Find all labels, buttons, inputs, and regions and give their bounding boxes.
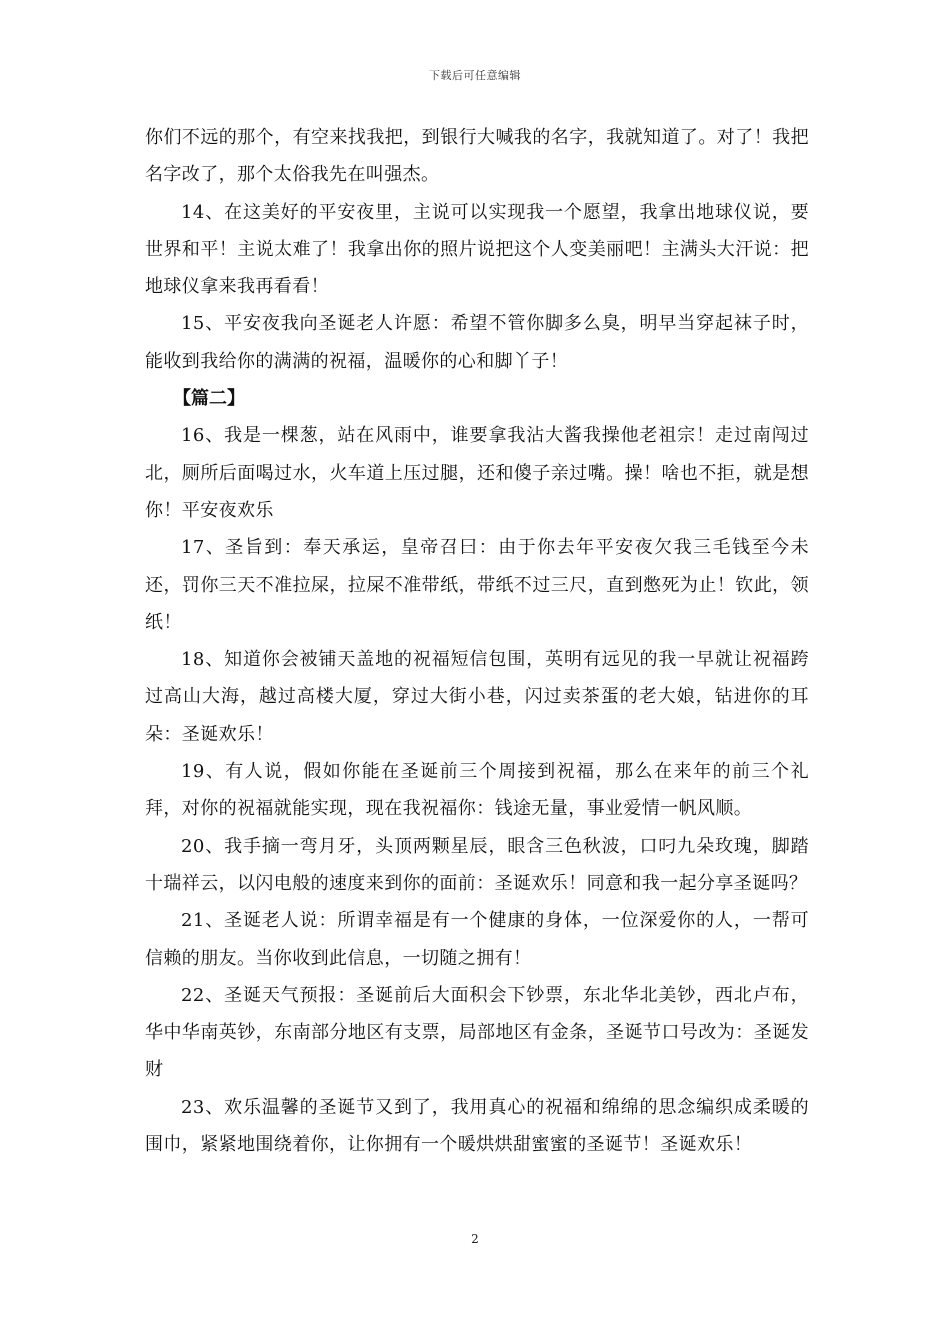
paragraph-22: 22、圣诞天气预报：圣诞前后大面积会下钞票，东北华北美钞，西北卢布，华中华南英钞，东南部分地区有支票，局部地区有金条，圣诞节口号改为：圣诞发财 [145, 984, 809, 1081]
paragraph-16: 16、我是一棵葱，站在风雨中，谁要拿我沾大酱我操他老祖宗！走过南闯过北，厕所后面喝过水，火车道上压过腿，还和傻子亲过嘴。操！啥也不拒，就是想你！平安夜欢乐 [145, 425, 809, 521]
paragraph-15: 15、平安夜我向圣诞老人许愿：希望不管你脚多么臭，明早当穿起袜子时，能收到我给你的满满的祝福，温暖你的心和脚丫子！ [145, 313, 809, 372]
page-number: 2 [471, 1232, 479, 1246]
paragraph-21: 21、圣诞老人说：所谓幸福是有一个健康的身体，一位深爱你的人，一帮可信赖的朋友。当你收到此信息，一切随之拥有！ [145, 910, 809, 969]
page-header: 下载后可任意编辑 [429, 69, 521, 82]
paragraph-20: 20、我手摘一弯月牙，头顶两颗星辰，眼含三色秋波，口叼九朵玫瑰，脚踏十瑞祥云，以闪电般的速度来到你的面前：圣诞欢乐！同意和我一起分享圣诞吗？ [145, 835, 809, 894]
paragraph-19: 19、有人说，假如你能在圣诞前三个周接到祝福，那么在来年的前三个礼拜，对你的祝福就能实现，现在我祝福你：钱途无量，事业爱情一帆风顺。 [145, 761, 809, 820]
paragraph-23: 23、欢乐温馨的圣诞节又到了，我用真心的祝福和绵绵的思念编织成柔暖的围巾，紧紧地围绕着你，让你拥有一个暖烘烘甜蜜蜜的圣诞节！圣诞欢乐！ [145, 1096, 809, 1156]
paragraph-18: 18、知道你会被铺天盖地的祝福短信包围，英明有远见的我一早就让祝福跨过高山大海，越过高楼大厦，穿过大街小巷，闪过卖茶蛋的老大娘，钻进你的耳朵：圣诞欢乐！ [145, 649, 809, 745]
section-heading: 【篇二】 [173, 388, 245, 410]
document-body [145, 119, 809, 1163]
paragraph-17: 17、圣旨到：奉天承运，皇帝召曰：由于你去年平安夜欠我三毛钱至今未还，罚你三天不准拉屎，拉屎不准带纸，带纸不过三尺，直到憋死为止！钦此，领纸！ [145, 537, 809, 633]
paragraph-14: 14、在这美好的平安夜里，主说可以实现我一个愿望，我拿出地球仪说，要世界和平！主说太难了！我拿出你的照片说把这个人变美丽吧！主满头大汗说：把地球仪拿来我再看看！ [145, 201, 809, 298]
paragraph-continuation: 你们不远的那个，有空来找我把，到银行大喊我的名字，我就知道了。对了！我把名字改了，那个太俗我先在叫强杰。 [145, 127, 809, 186]
